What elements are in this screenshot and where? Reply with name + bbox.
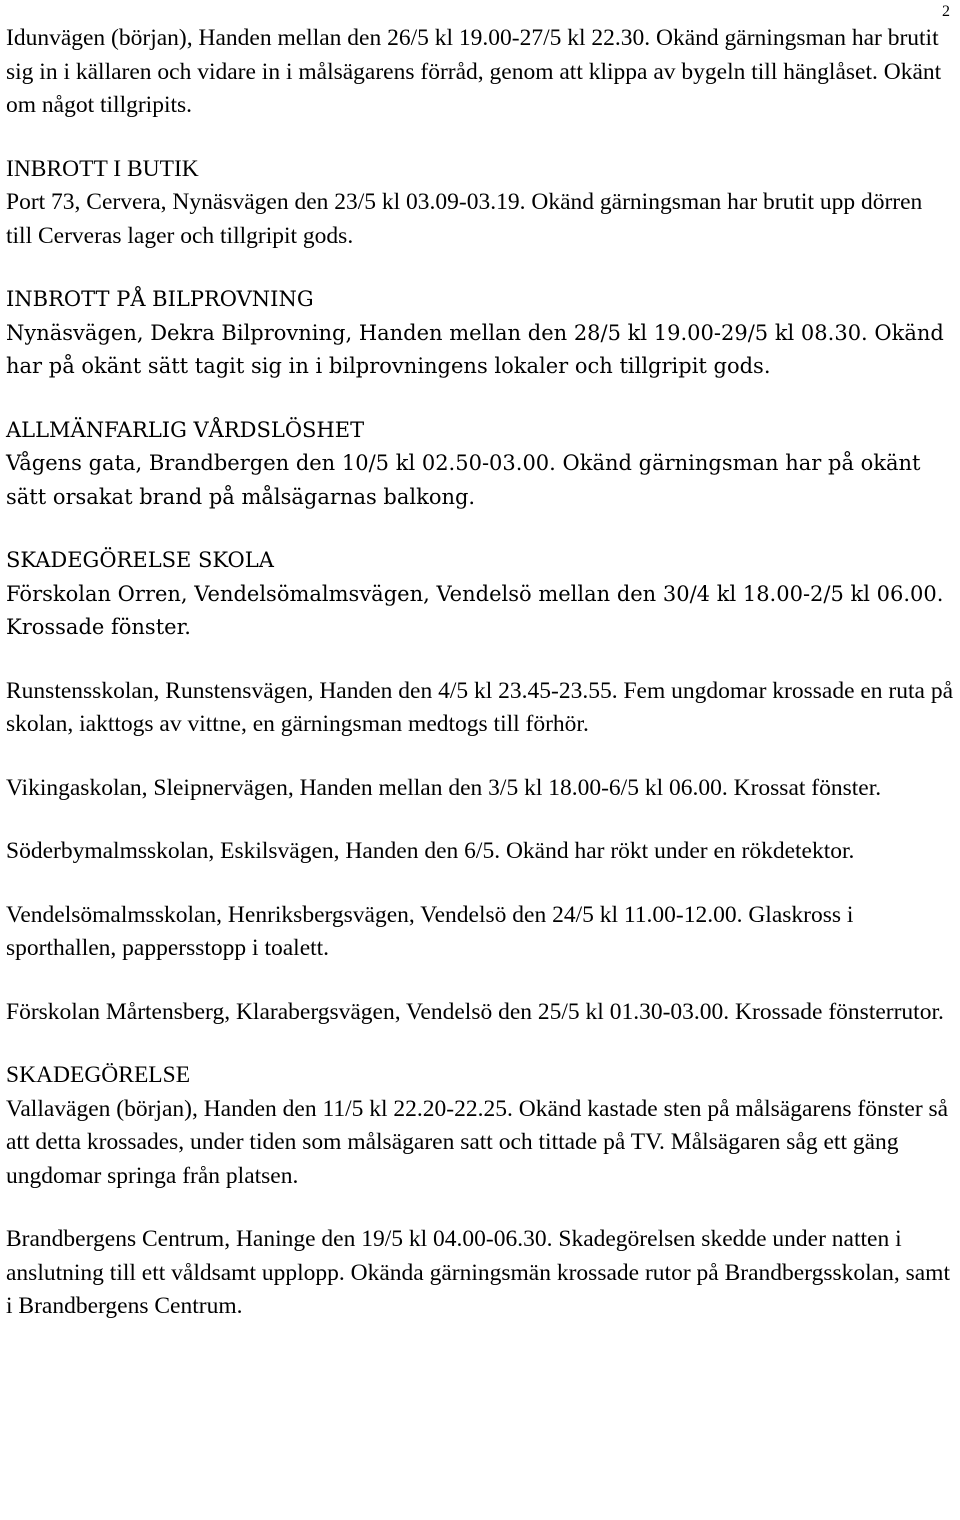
report-entry: Vågens gata, Brandbergen den 10/5 kl 02.50-03.00. Okänd gärningsman har på okänt sätt orsakat brand på målsägarnas balkong.	[6, 451, 921, 509]
section-continuation	[6, 22, 954, 123]
report-entry: Vendelsömalmsskolan, Henriksbergsvägen, Vendelsö den 24/5 kl 11.00-12.00. Glaskross i sporthallen, pappersstopp i toalett.	[6, 901, 854, 961]
report-entry: Förskolan Mårtensberg, Klarabergsvägen, Vendelsö den 25/5 kl 01.30-03.00. Krossade fönsterrutor.	[6, 998, 944, 1025]
section-inbrott-bilprovning	[6, 283, 954, 384]
document-body	[6, 22, 954, 1324]
section-inbrott-butik	[6, 153, 954, 254]
section-allmanfarlig-vardsloshet	[6, 414, 954, 515]
report-entry: Brandbergens Centrum, Haninge den 19/5 kl 04.00-06.30. Skadegörelsen skedde under natten i anslutning till ett våldsamt upplopp. Okända gärningsmän krossade rutor på Brandbergsskolan, samt i Brandbergens Centrum.	[6, 1226, 950, 1319]
report-entry: Idunvägen (början), Handen mellan den 26/5 kl 19.00-27/5 kl 22.30. Okänd gärningsman har brutit sig in i källaren och vidare in i målsägarens förråd, genom att klippa av bygeln till hänglåset. Okänt om något tillgripits.	[6, 25, 942, 118]
report-entry: Förskolan Orren, Vendelsömalmsvägen, Vendelsö mellan den 30/4 kl 18.00-2/5 kl 06.00. Krossade fönster.	[6, 581, 944, 639]
page-number: 2	[942, 3, 950, 20]
section-heading: INBROTT PÅ BILPROVNING	[6, 287, 314, 311]
report-entry: Port 73, Cervera, Nynäsvägen den 23/5 kl 03.09-03.19. Okänd gärningsman har brutit upp dörren till Cerveras lager och tillgripit gods.	[6, 189, 923, 249]
section-skadegorelse	[6, 1059, 954, 1324]
report-entry: Vikingaskolan, Sleipnervägen, Handen mellan den 3/5 kl 18.00-6/5 kl 06.00. Krossat fönster.	[6, 774, 882, 801]
report-entry: Vallavägen (början), Handen den 11/5 kl 22.20-22.25. Okänd kastade sten på målsägarens fönster så att detta krossades, under tiden som målsägaren satt och tittade på TV. Målsägaren såg ett gäng ungdomar springa från platsen.	[6, 1095, 949, 1189]
section-skadegorelse-skola	[6, 544, 954, 1029]
section-heading: ALLMÄNFARLIG VÅRDSLÖSHET	[6, 417, 365, 442]
section-heading: SKADEGÖRELSE	[6, 1062, 191, 1088]
report-entry: Söderbymalmsskolan, Eskilsvägen, Handen den 6/5. Okänd har rökt under en rökdetektor.	[6, 838, 855, 864]
report-entry: Nynäsvägen, Dekra Bilprovning, Handen mellan den 28/5 kl 19.00-29/5 kl 08.30. Okänd har på okänt sätt tagit sig in i bilprovningens lokaler och tillgripit gods.	[6, 320, 944, 378]
report-entry: Runstensskolan, Runstensvägen, Handen den 4/5 kl 23.45-23.55. Fem ungdomar krossade en ruta på skolan, iakttogs av vittne, en gärningsman medtogs till förhör.	[6, 677, 954, 737]
section-heading: SKADEGÖRELSE SKOLA	[6, 548, 274, 572]
section-heading: INBROTT I BUTIK	[6, 155, 199, 182]
